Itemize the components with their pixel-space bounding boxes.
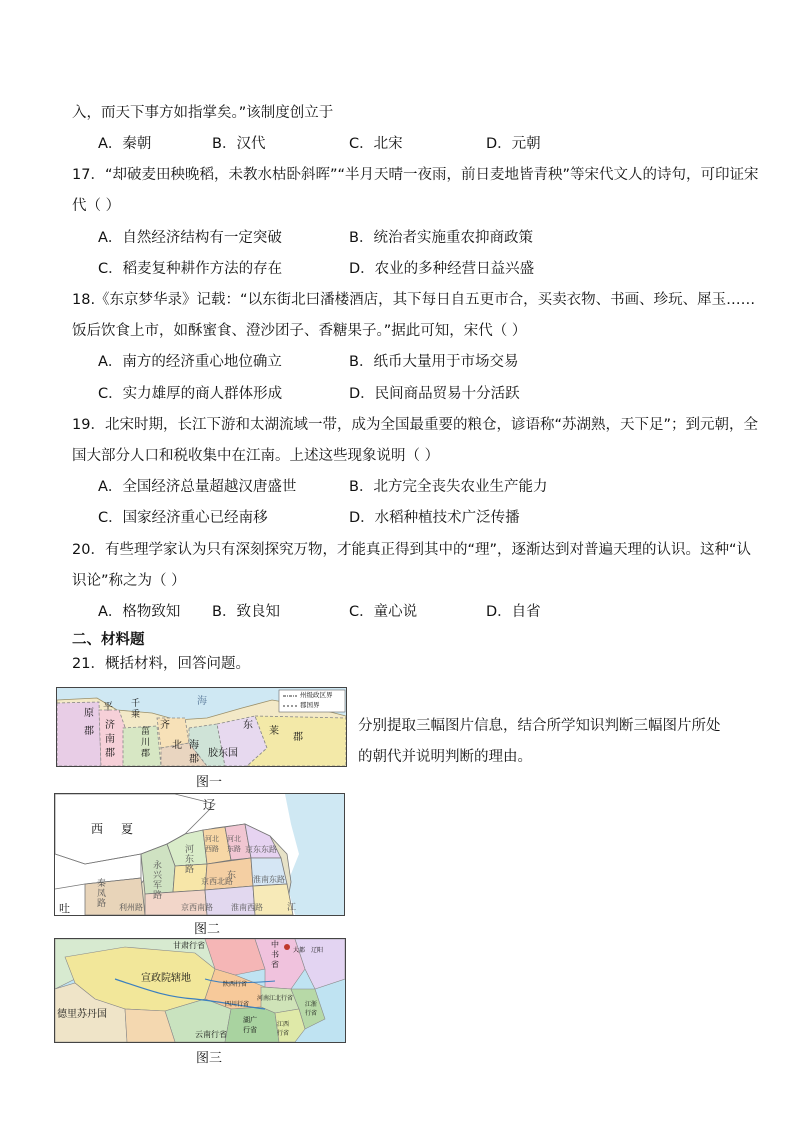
figure2-label: 路 (97, 899, 107, 909)
q18-option-b[interactable]: B．纸币大量用于市场交易 (349, 354, 519, 370)
q19-option-d[interactable]: D．水稻种植技术广泛传播 (349, 510, 520, 526)
q20-option-b[interactable]: B．致良知 (212, 604, 280, 620)
q19-option-b[interactable]: B．北方完全丧失农业生产能力 (349, 479, 548, 495)
figure3-label: 甘肃行省 (173, 941, 205, 950)
q16-option-b[interactable]: B．汉代 (212, 136, 266, 152)
figure1-label: 郡 (84, 726, 94, 737)
figure3-label: 宣政院辖地 (141, 973, 191, 984)
figure2-label: 东 (185, 855, 195, 865)
figure1-label: 郡 (293, 732, 303, 743)
figure2-caption: 图二 (194, 922, 221, 937)
figure1-label: 济 (105, 720, 115, 731)
figure2-label: 路 (153, 891, 163, 901)
figure2-label: 河北西路 (205, 835, 219, 853)
figure2-label: 河 (185, 845, 195, 855)
figure2-label: 江 (287, 903, 297, 913)
figure3-label: 省 (271, 960, 279, 969)
figure2-label: 夏 (121, 822, 134, 836)
figure3-map (54, 938, 346, 1043)
figure1-label: 川 (141, 738, 151, 748)
figure2-label: 利州路 (119, 903, 143, 912)
figure2-label: 兴 (153, 871, 163, 881)
q17-option-a[interactable]: A．自然经济结构有一定突破 (98, 230, 282, 246)
q21-desc-line1: 分别提取三幅图片信息，结合所学知识判断三幅图片所处 (358, 718, 721, 734)
figure1-label: 郡 (189, 754, 199, 765)
figure2-label: 路 (185, 865, 195, 875)
q20-option-c[interactable]: C．童心说 (349, 604, 418, 620)
q18-option-a[interactable]: A．南方的经济重心地位确立 (98, 354, 282, 370)
figure2-label: 吐 (59, 902, 70, 915)
section-heading: 二、材料题 (72, 632, 145, 648)
figure1-label: 原 (84, 708, 94, 719)
figure1-label: 菑 (141, 727, 151, 737)
figure1-label: 平 (103, 702, 113, 713)
q20-option-d[interactable]: D．自省 (486, 604, 541, 620)
figure1-label: 胶东国 (208, 748, 238, 759)
q18-stem-line1: 18.《东京梦华录》记载：“以东街北曰潘楼酒店，其下每日自五更市合，买卖衣物、书画、珍玩、犀玉…… (72, 292, 756, 308)
figure3-label: 江浙行省 (305, 1001, 318, 1017)
figure3-label: 四川行省 (225, 1001, 250, 1008)
figure2-label: 京西北路 (201, 877, 233, 886)
q17-stem-line1: 17．“却破麦田秧晚稻，未教水枯卧斜晖”“半月天晴一夜雨，前日麦地皆青秧”等宋代文人的诗句，可印证宋 (72, 167, 759, 183)
figure1-label: 东 (243, 720, 253, 731)
figure1-legend-state-boundary: 州级政区界 (300, 691, 333, 699)
q16-option-c[interactable]: C．北宋 (349, 136, 403, 152)
figure2-label: 永 (153, 861, 163, 871)
figure3-label: 河南江北行省 (257, 995, 294, 1002)
figure1-label: 海 (189, 740, 199, 751)
q20-stem-line1: 20．有些理学家认为只有深刻探究万物，才能真正得到其中的“理”，逐渐达到对普遍天理的认识。这种“认 (72, 542, 751, 558)
q16-option-a[interactable]: A．秦朝 (98, 136, 152, 152)
figure2-label: 京西南路 (181, 903, 213, 912)
figure2-label: 河北东路 (227, 835, 241, 853)
q19-stem-line1: 19．北宋时期，长江下游和太湖流域一带，成为全国最重要的粮仓，谚语称“苏湖熟，天下足”；到元朝，全 (72, 417, 758, 433)
figure3-label: 湖广行省 (243, 1016, 257, 1034)
q17-option-d[interactable]: D．农业的多种经营日益兴盛 (349, 261, 535, 277)
figure2-label: 京东东路 (245, 845, 277, 854)
figure3-label: 辽阳 (311, 947, 324, 954)
q21-stem: 21．概括材料，回答问题。 (72, 656, 250, 672)
figure3-caption: 图三 (196, 1051, 223, 1066)
figure2-label: 东 (227, 871, 237, 881)
q19-stem-line2: 国大部分人口和税收集中在江南。上述这些现象说明（ ） (72, 448, 440, 464)
figure3-label: 德里苏丹国 (57, 1009, 107, 1020)
q19-option-c[interactable]: C．国家经济重心已经南移 (98, 510, 268, 526)
q17-stem-line2: 代（ ） (72, 198, 121, 214)
figure1-label: 齐 (160, 720, 170, 731)
figure2-label: 凤 (97, 889, 107, 899)
figure1-label: 郡 (105, 748, 115, 759)
figure1-label: 郡 (141, 749, 151, 759)
figure3-label: 江西行省 (277, 1021, 290, 1037)
figure1-legend-commandery-boundary: 郡国界 (300, 701, 320, 709)
q18-option-c[interactable]: C．实力雄厚的商人群体形成 (98, 386, 283, 402)
figure3-label: 大都 (293, 947, 306, 954)
figure2-label: 淮南西路 (231, 903, 263, 912)
figure3-label: 云南行省 (195, 1030, 227, 1039)
figure1-label: 海 (197, 696, 207, 707)
q17-option-c[interactable]: C．稻麦复种耕作方法的存在 (98, 261, 283, 277)
figure1-caption: 图一 (196, 775, 223, 790)
figure1-map (56, 687, 347, 767)
figure3-map-drawing (55, 939, 345, 1042)
q20-option-a[interactable]: A．格物致知 (98, 604, 181, 620)
figure3-label: 书 (271, 950, 279, 959)
q20-stem-line2: 识论”称之为（ ） (72, 573, 186, 589)
q16-option-d[interactable]: D．元朝 (486, 136, 541, 152)
q16-tail: 入，而天下事方如指掌矣。”该制度创立于 (72, 105, 334, 121)
figure3-label: 陕西行省 (223, 981, 248, 988)
figure2-label: 西 (91, 822, 104, 836)
figure2-label: 淮南东路 (253, 875, 285, 884)
figure2-label-liao: 辽 (203, 798, 216, 812)
figure2-label: 军 (153, 881, 163, 891)
q18-stem-line2: 饭后饮食上市，如酥蜜食、澄沙团子、香糖果子。”据此可知，宋代（ ） (72, 323, 527, 339)
figure2-label: 秦 (97, 879, 107, 889)
figure1-label: 千 (131, 699, 141, 709)
figure1-label: 莱 (269, 726, 279, 737)
figure1-label: 北 (172, 740, 182, 751)
q19-option-a[interactable]: A．全国经济总量超越汉唐盛世 (98, 479, 297, 495)
q17-option-b[interactable]: B．统治者实施重农抑商政策 (349, 230, 533, 246)
q21-desc-line2: 的朝代并说明判断的理由。 (358, 749, 532, 765)
figure1-label: 乘 (131, 710, 141, 720)
figure2-map (54, 793, 345, 916)
figure3-label: 中 (271, 940, 279, 949)
q18-option-d[interactable]: D．民间商品贸易十分活跃 (349, 386, 520, 402)
figure1-label: 南 (105, 734, 115, 745)
